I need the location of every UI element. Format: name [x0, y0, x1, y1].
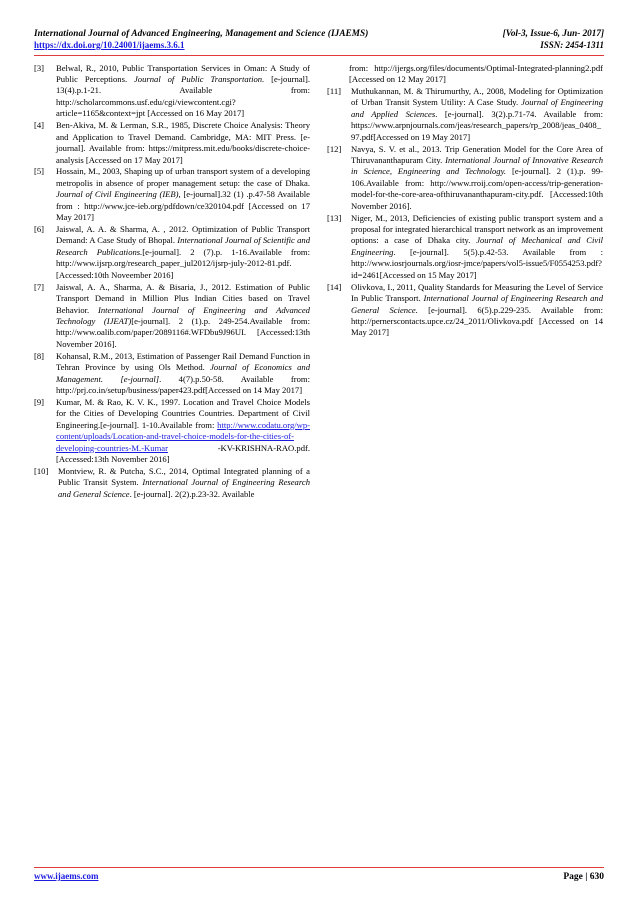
- reference-text-fragment: International Journal of Engineering Research and General Science.: [351, 293, 603, 315]
- footer-page-number: Page | 630: [563, 872, 604, 882]
- reference-text-fragment: Muthukannan, M. & Thirumurthy, A., 2008, Modeling for Optimization of Urban Transit System Utility: A Case Study.: [351, 85, 603, 108]
- reference-number: [7]: [34, 281, 45, 292]
- reference-text: [56, 224, 310, 281]
- reference-text-fragment: from: http://ijergs.org/files/documents/Optimal-Integrated-planning2.pdf [Accessed on 12 May 2017]: [349, 62, 603, 85]
- reference-text-fragment: Navya, S. V. et al., 2013. Trip Generation Model for the Core Area of Thiruvananthapuram City.: [351, 143, 603, 166]
- reference-text-fragment: [e-journal]. 2 (7).p. 1-16.Available from: http://www.ijsrp.org/research_paper_jul2012/ijsrp-july-2012-81.pdf. [Accessed:10th Noveember 2016]: [56, 246, 311, 280]
- page-header: [34, 28, 604, 56]
- reference-entry: [327, 86, 603, 143]
- reference-text: [56, 282, 310, 351]
- reference-text-fragment: https://mitpress.mit.edu/books/discrete-choice-analysis: [56, 143, 310, 165]
- reference-text-fragment: . [e-journal]. 5(5).p.42-53. Available from : http://www.iosrjournals.org/iosr-jmce/papers/vol5-issue5/F0554253.pdf?id=2461[Accessed on 15 May 2017]: [351, 246, 603, 280]
- reference-number: [10]: [34, 465, 49, 476]
- reference-text: [351, 144, 603, 213]
- reference-entry: [327, 144, 603, 213]
- reference-text-fragment: [e-journal]. 6(5).p.229-235. Available from: http://pernerscontacts.upce.cz/24_2011/Olivkova.pdf [Accessed on 14 May 2017]: [351, 304, 603, 338]
- reference-entry: [34, 224, 310, 281]
- reference-entry: [327, 63, 603, 86]
- reference-number: [8]: [34, 350, 45, 361]
- reference-text-fragment: Journal of Mechanical and Civil Engineering: [351, 235, 603, 257]
- reference-entry: [327, 282, 603, 339]
- reference-text-fragment: International Journal of Scientific and Research Publications.: [56, 235, 310, 257]
- right-column: [327, 63, 603, 805]
- reference-text-fragment: [Accessed on 17 May 2017]: [83, 154, 183, 165]
- reference-text-fragment: Kumar, M. & Rao, K. V. K., 1997. Location and Travel Choice Models for the Cities of Developing Countries Countries. Department of Civil Engineering.[e-journal]. 1-10.Available from:: [56, 396, 310, 430]
- reference-text-fragment: Journal of Engineering and Applied Sciences: [351, 97, 604, 119]
- reference-text-fragment: Jaiswal, A. A. & Sharma, A. , 2012. Optimization of Public Transport Demand: A Case Study of Bhopal.: [56, 224, 310, 246]
- reference-text-fragment: Montview, R. & Putcha, S.C., 2014, Optimal Integrated planning of a Public Transit System.: [58, 465, 310, 488]
- issn-text: ISSN: 2454-1311: [540, 39, 604, 50]
- reference-entry: [34, 282, 310, 351]
- reference-text: [58, 466, 310, 500]
- reference-number: [4]: [34, 120, 45, 131]
- reference-number: [12]: [327, 143, 342, 154]
- reference-number: [11]: [327, 85, 341, 96]
- reference-text-fragment: International Journal of Engineering and Advanced Technology (IJEAT): [56, 304, 310, 326]
- reference-text-fragment: . [e-journal]. 3(2).p.71-74. Available from: https://www.arpnjournals.com/jeas/research_papers/rp_2008/jeas_0408_97.pdf[Accessed on 19 May 2017]: [351, 108, 603, 142]
- reference-entry: [34, 397, 310, 466]
- issue-info: [Vol-3, Issue-6, Jun- 2017]: [502, 28, 604, 38]
- reference-text-fragment: . 4(7).p.50-58. Available from: http://prj.co.in/setup/business/paper423.pdf[Accessed on 14 May 2017]: [56, 373, 310, 395]
- reference-text: [56, 63, 310, 120]
- reference-entry: [34, 63, 310, 120]
- left-column: [34, 63, 310, 805]
- reference-text-fragment: Kohansal, R.M., 2013, Estimation of Passenger Rail Demand Function in Tehran Province by using Ols Method.: [56, 350, 310, 373]
- reference-text-fragment: [e-journal]. 13(4).p.1-21. Available from: http://scholarcommons.usf.edu/cgi/viewcontent.cgi?article=1165&context=jpt [Accessed on 16 May 2017]: [56, 74, 310, 119]
- reference-text-fragment: , [e-journal].32 (1) .p.47-58 Available from : http://www.jce-ieb.org/pdfdown/ce320104.pdf [Accessed on 17 May 2017]: [56, 189, 310, 223]
- reference-text-fragment: Journal of Public Transportation.: [133, 74, 265, 85]
- reference-text: [351, 282, 603, 339]
- footer-website-link[interactable]: www.ijaems.com: [34, 871, 99, 881]
- reference-number: [3]: [34, 62, 45, 73]
- reference-entry: [327, 213, 603, 282]
- reference-text-fragment: -KV-KRISHNA-RAO.pdf. [Accessed:13th November 2016]: [56, 442, 310, 464]
- reference-text-fragment: Journal of Civil Engineering (IEB): [56, 189, 179, 200]
- page-footer: [34, 867, 604, 882]
- reference-text: [351, 213, 603, 282]
- reference-number: [327, 63, 349, 86]
- reference-entry: [34, 166, 310, 223]
- doi-link[interactable]: https://dx.doi.org/10.24001/ijaems.3.6.1: [34, 39, 185, 50]
- reference-text: [56, 166, 310, 223]
- reference-number: [6]: [34, 224, 45, 235]
- reference-columns: [34, 63, 604, 805]
- reference-entry: [34, 120, 310, 166]
- reference-text-fragment: Ben-Akiva, M. & Lerman, S.R., 1985, Discrete Choice Analysis: Theory and Application to Travel Demand. Cambridge, MA: MIT Press. [e-journal]. Available from:: [56, 120, 310, 154]
- reference-text: [56, 351, 310, 397]
- reference-text-fragment: Journal of Economics and Management. [e-journal]: [56, 362, 310, 384]
- reference-number: [9]: [34, 396, 45, 407]
- journal-title: International Journal of Advanced Engineering, Management and Science (IJAEMS): [34, 28, 369, 38]
- reference-text-fragment: . [e-journal]. 2(2).p.23-32. Available: [129, 488, 255, 499]
- reference-number: [14]: [327, 281, 342, 292]
- reference-url-link[interactable]: http://www.codatu.org/wp-content/uploads/Location-and-travel-choice-models-for-the-cities-of-developing-countries-M.-Kumar: [56, 419, 310, 453]
- reference-text-fragment: Jaiswal, A. A., Sharma, A. & Bisaria, J., 2012. Estimation of Public Transport Demand in Million Plus Indian Cities based on Travel Behavior.: [56, 281, 310, 315]
- header-row-title: [34, 28, 604, 40]
- reference-entry: [34, 351, 310, 397]
- reference-text: [349, 63, 603, 86]
- reference-text-fragment: International Journal of Engineering Research and General Science: [58, 477, 310, 499]
- reference-text-fragment: Olivkova, I., 2011, Quality Standards for Measuring the Level of Service In Public Transport.: [351, 281, 603, 304]
- reference-text: [351, 86, 603, 143]
- reference-text-fragment: [e-journal]. 2 (1).p. 99-106.Available from: http://www.rroij.com/open-access/trip-generation-model-for-the-core-area-ofthiruvananthapuram-city.pdf. [Accessed:10th November 2016].: [351, 166, 603, 211]
- reference-text-fragment: International Journal of Innovative Research in Science, Engineering and Technology.: [351, 155, 603, 177]
- reference-text-fragment: Niger, M., 2013, Deficiencies of existing public transport system and a proposal for integrated hierarchical transport network as an improvement options: a case of Dhaka city.: [351, 212, 603, 246]
- reference-text: [56, 397, 310, 466]
- reference-number: [5]: [34, 166, 45, 177]
- reference-text-fragment: Belwal, R., 2010, Public Transportation Services in Oman: A Study of Public Perceptions.: [56, 62, 310, 85]
- reference-text: [56, 120, 310, 166]
- reference-number: [13]: [327, 212, 342, 223]
- reference-text-fragment: Hossain, M., 2003, Shaping up of urban transport system of a developing metropolis in absence of proper management setup: the case of Dhaka.: [56, 166, 310, 188]
- reference-entry: [34, 466, 310, 500]
- header-row-doi: [34, 40, 604, 52]
- reference-text-fragment: [e-journal]. 2 (1).p. 249-254.Available from: http://www.oalib.com/paper/2089116#.WFDbu9J96UI. [Accessed:13th November 2016].: [56, 315, 311, 349]
